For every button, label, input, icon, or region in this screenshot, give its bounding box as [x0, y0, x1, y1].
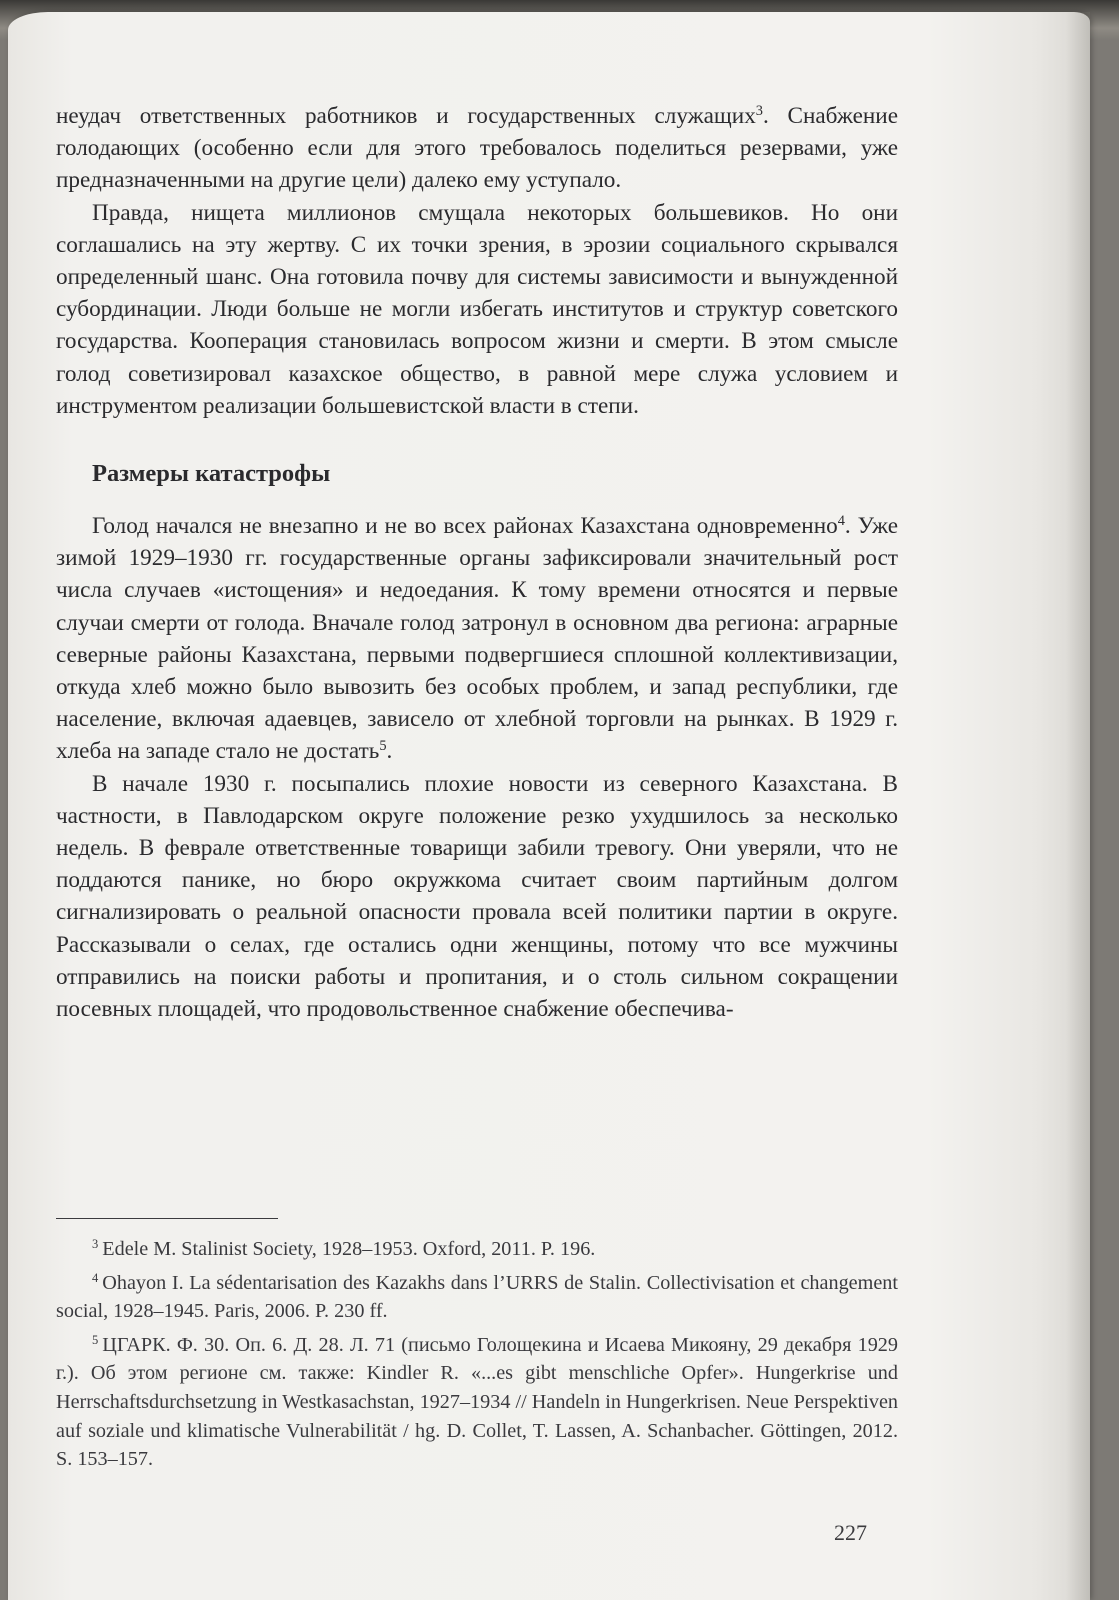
- main-text: [56, 100, 898, 1025]
- footnote-3: [56, 1235, 898, 1264]
- section-heading: Размеры катастрофы: [92, 460, 331, 488]
- footnote-5: [56, 1331, 898, 1474]
- footnote-4: [56, 1269, 898, 1326]
- paragraph-2: Правда, нищета миллионов смущала некоторых большевиков. Но они соглашались на эту жертву. С их точки зрения, в эрозии социального скрывался определенный шанс. Она готовила почву для системы зависимости и вынужденной субординации. Люди больше не могли избегать институтов и структур советского государства. Кооперация становилась вопросом жизни и смерти. В этом смысле голод советизировал казахское общество, в равной мере служа условием и инструментом реализации большевистской власти в степи.: [56, 199, 898, 419]
- footnote-number: 5: [92, 1332, 99, 1347]
- paragraph-3-text-cont: . Уже зимой 1929–1930 гг. государственные органы зафиксировали значительный рост числа случаев «истощения» и недоедания. К тому времени относятся и первые случаи смерти от голода. Вначале голод затронул в основном два региона: аграрные северные районы Казахстана, первыми подвергшиеся сплошной коллективизации, откуда хлеб можно было вывозить без особых проблем, и запад республики, где население, включая адаевцев, зависело от хлебной торговли на рынках. В 1929 г. хлеба на западе стало не достать: [56, 513, 899, 765]
- paragraph-1-text: неудач ответственных работников и государственных служащих: [56, 103, 756, 129]
- page-number: 227: [834, 1520, 867, 1545]
- footnote-divider: [56, 1218, 278, 1219]
- page-edge-shadow: [1066, 12, 1090, 1600]
- footnotes: [56, 1235, 898, 1474]
- paragraph-1-text-cont: . Снабжение голодающих (особенно если для этого требовалось поделиться резервами, уже предназначенными на другие цели) далеко ему уступало.: [56, 103, 898, 194]
- paragraph-4: В начале 1930 г. посыпались плохие новости из северного Казахстана. В частности, в Павлодарском округе положение резко ухудшилось за несколько недель. В феврале ответственные товарищи забили тревогу. Они уверяли, что не поддаются панике, но бюро окружкома считает своим партийным долгом сигнализировать о реальной опасности провала всей политики партии в округе. Рассказывали о селах, где остались одни женщины, потому что все мужчины отправились на поиски работы и пропитания, и о столь сильном сокращении посевных площадей, что продовольственное снабжение обеспечива-: [56, 770, 898, 1023]
- paragraph-3: [56, 510, 898, 768]
- footnote-text: ЦГАРК. Ф. 30. Оп. 6. Д. 28. Л. 71 (письмо Голощекина и Исаева Микояну, 29 декабря 1929 г.). Об этом регионе см. также: Kindler R. «...es gibt menschliche Opfer». Hungerkrise und Herrschaftsdurchsetzung in Westkasachstan, 1927–1934 // Handeln in Hungerkrisen. Neue Perspektiven auf soziale und klimatische Vulnerabilität / hg. D. Collet, T. Lassen, A. Schanbacher. Göttingen, 2012. S. 153–157.: [56, 1333, 898, 1471]
- paragraph-3-text-end: .: [386, 738, 393, 765]
- footnote-number: 4: [92, 1270, 99, 1285]
- footnote-ref-3[interactable]: 3: [755, 103, 763, 120]
- footnote-number: 3: [92, 1237, 99, 1252]
- footnote-ref-5[interactable]: 5: [379, 738, 387, 755]
- paragraph-1: [56, 100, 898, 197]
- footnote-text: Edele M. Stalinist Society, 1928–1953. Oxford, 2011. P. 196.: [102, 1238, 596, 1260]
- footnote-text: Ohayon I. La sédentarisation des Kazakhs dans l’URRS de Stalin. Collectivisation et changement social, 1928–1945. Paris, 2006. P. 230 ff.: [56, 1271, 898, 1323]
- paragraph-3-text: Голод начался не внезапно и не во всех районах Казахстана одновременно: [92, 513, 838, 540]
- footnote-ref-4[interactable]: 4: [837, 513, 845, 530]
